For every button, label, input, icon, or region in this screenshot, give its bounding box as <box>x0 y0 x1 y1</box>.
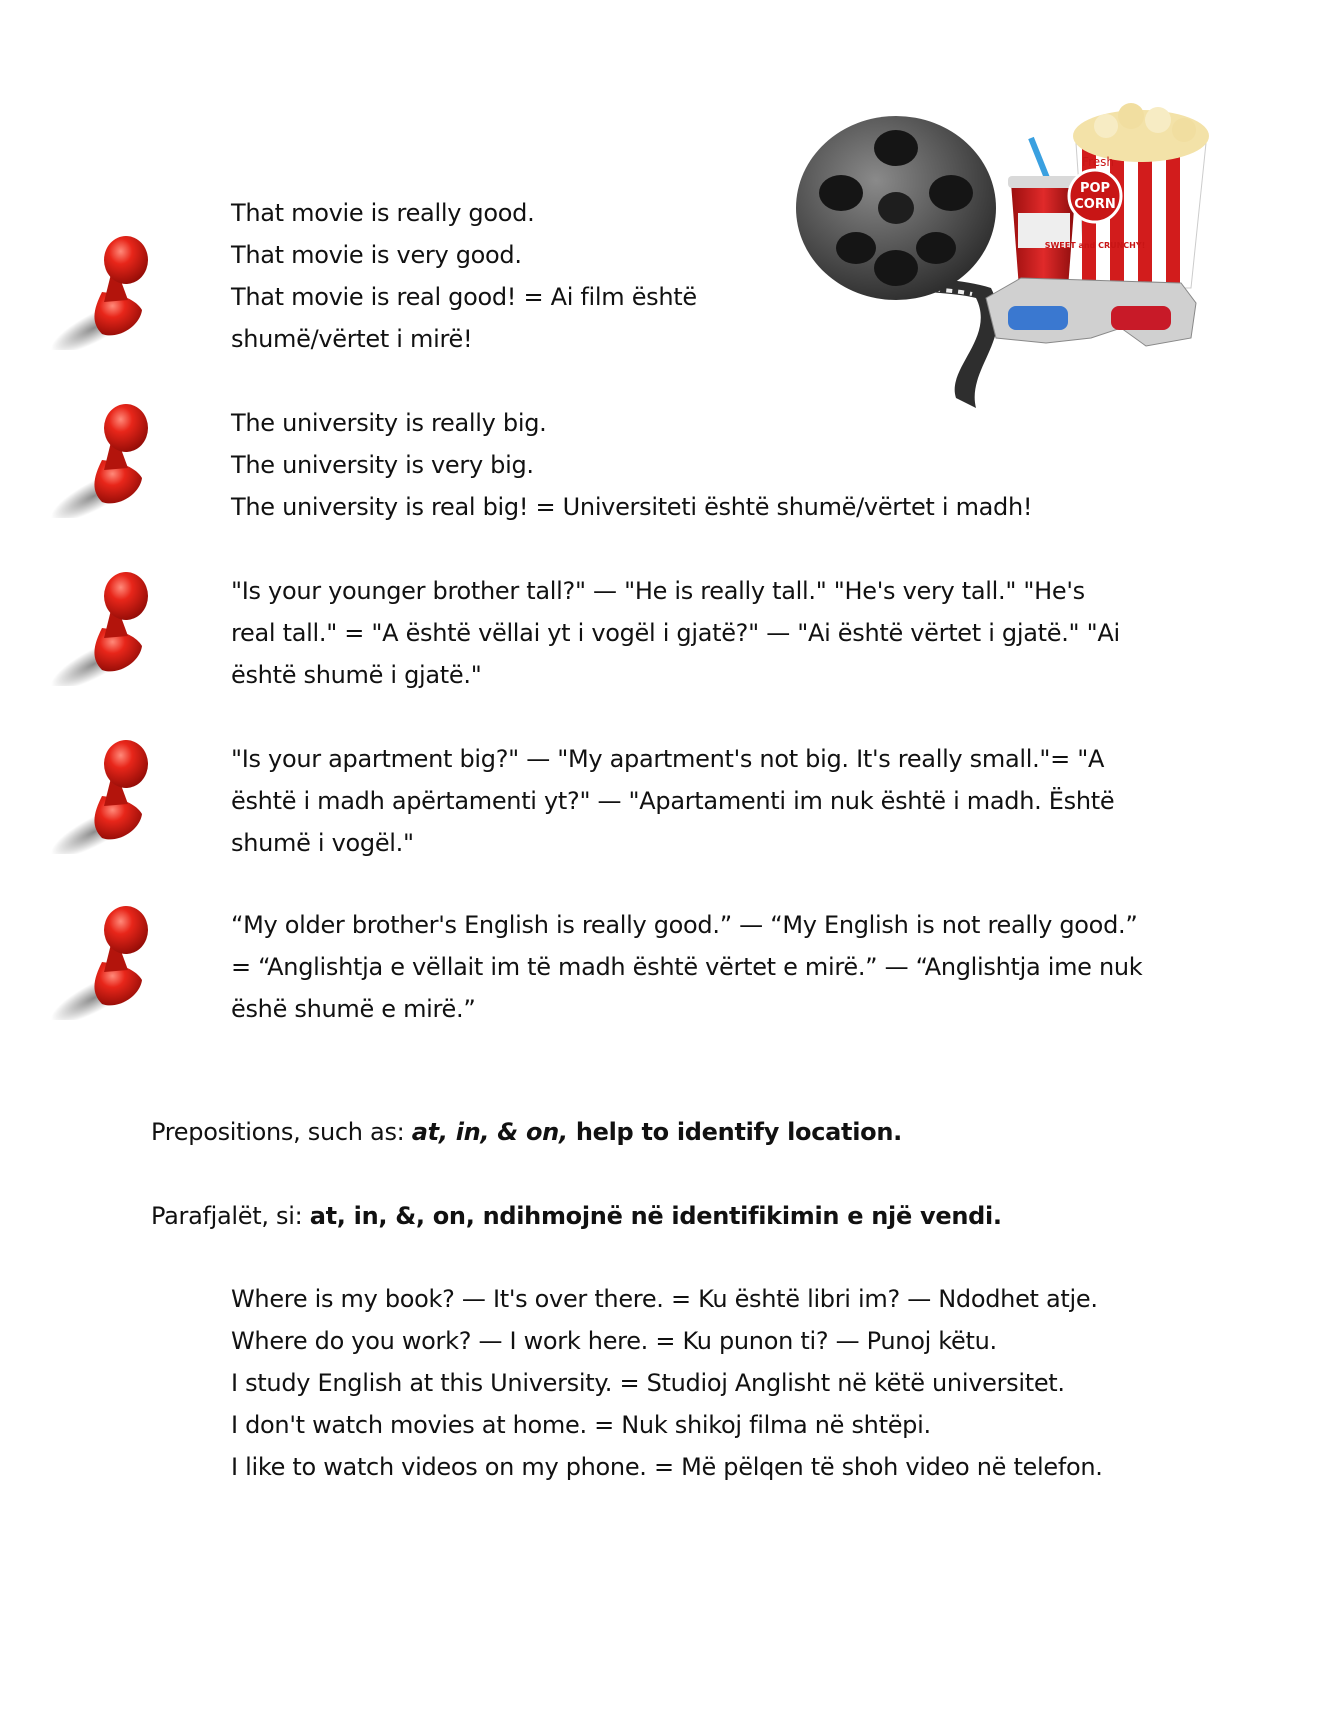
red-push-pin-icon <box>44 734 174 854</box>
prepositions-lead: Prepositions, such as: <box>151 1118 412 1146</box>
text-line: The university is really big. <box>231 409 547 437</box>
text-line: shumë/vërtet i mirë! <box>231 325 473 353</box>
prepositions-purpose: help to identify location. <box>567 1118 902 1146</box>
example-line: I like to watch videos on my phone. = Më pëlqen të shoh video në telefon. <box>231 1453 1103 1481</box>
prepositions-albanian <box>151 1195 1002 1237</box>
svg-text:CORN: CORN <box>1074 197 1116 212</box>
example-line: I study English at this University. = Studioj Anglisht në këtë universitet. <box>231 1369 1065 1397</box>
example-line: I don't watch movies at home. = Nuk shikoj filma në shtëpi. <box>231 1411 931 1439</box>
example-line: Where do you work? — I work here. = Ku punon ti? — Punoj këtu. <box>231 1327 997 1355</box>
text-line: That movie is really good. <box>231 199 535 227</box>
movie-popcorn-clipart <box>786 98 1226 428</box>
red-push-pin-icon <box>44 900 174 1020</box>
text-line: ëshë shumë e mirë.” <box>231 995 476 1023</box>
prepositions-lead: Parafjalët, si: <box>151 1202 310 1230</box>
svg-text:Fresh: Fresh <box>1082 155 1114 169</box>
text-line: është i madh apërtamenti yt?" — "Apartamenti im nuk është i madh. Është <box>231 787 1115 815</box>
text-line: “My older brother's English is really good.” — “My English is not really good.” <box>231 911 1138 939</box>
text-line: "Is your younger brother tall?" — "He is really tall." "He's very tall." "He's <box>231 577 1085 605</box>
text-line: That movie is very good. <box>231 241 522 269</box>
text-line: = “Anglishtja e vëllait im të madh është vërtet e mirë.” — “Anglishtja ime nuk <box>231 953 1143 981</box>
text-line: shumë i vogël." <box>231 829 414 857</box>
text-line: That movie is real good! = Ai film është <box>231 283 697 311</box>
text-line: është shumë i gjatë." <box>231 661 482 689</box>
prepositions-examples: at, in, & on, <box>411 1118 568 1146</box>
text-line: "Is your apartment big?" — "My apartment's not big. It's really small."= "A <box>231 745 1105 773</box>
svg-text:POP: POP <box>1079 181 1111 196</box>
red-push-pin-icon <box>44 230 174 350</box>
red-push-pin-icon <box>44 398 174 518</box>
example-line: Where is my book? — It's over there. = Ku është libri im? — Ndodhet atje. <box>231 1285 1098 1313</box>
text-line: The university is real big! = Universiteti është shumë/vërtet i madh! <box>231 493 1033 521</box>
red-push-pin-icon <box>44 566 174 686</box>
text-line: The university is very big. <box>231 451 534 479</box>
text-line: real tall." = "A është vëllai yt i vogël i gjatë?" — "Ai është vërtet i gjatë." "Ai <box>231 619 1120 647</box>
prepositions-purpose: at, in, &, on, ndihmojnë në identifikimin e një vendi. <box>309 1202 1002 1230</box>
svg-text:SWEET and CRUNCHY!: SWEET and CRUNCHY! <box>1044 241 1146 250</box>
prepositions-english <box>151 1111 902 1153</box>
